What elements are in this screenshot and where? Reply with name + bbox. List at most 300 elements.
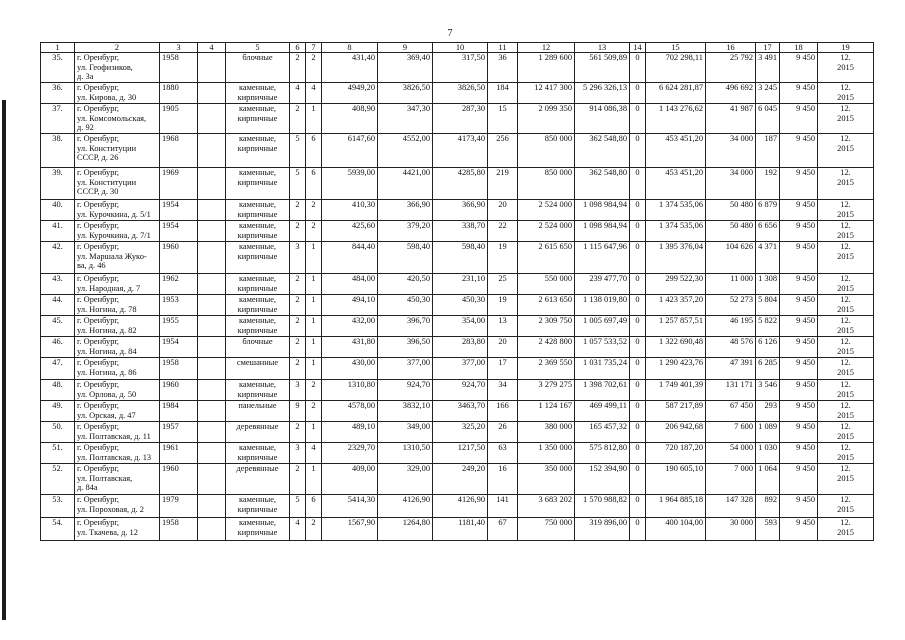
wall-material-cell: каменные, кирпичные (226, 443, 290, 464)
total-cost-cell: 12 417 300 (518, 83, 575, 104)
owners-share-cell: 7 000 (706, 464, 756, 495)
entrances-cell: 6 (306, 495, 322, 518)
floors-cell: 2 (290, 295, 306, 316)
floors-cell: 2 (290, 358, 306, 380)
wall-material-cell: каменные, кирпичные (226, 274, 290, 295)
completion-date-cell: 12. 2015 (818, 443, 874, 464)
address-cell: г. Оренбург, ул. Полтавская, д. 13 (75, 443, 160, 464)
column-header: 10 (433, 43, 488, 53)
year-built-cell: 1905 (160, 104, 198, 134)
row-number-cell: 38. (41, 134, 75, 168)
fund-share-cell: 5 296 326,13 (575, 83, 630, 104)
owners-share-cell: 50 480 (706, 200, 756, 221)
cost-limit-cell: 9 450 (780, 422, 818, 443)
table-row (41, 358, 874, 380)
total-cost-cell: 1 124 167 (518, 401, 575, 422)
empty-cell (198, 495, 226, 518)
entrances-cell: 6 (306, 134, 322, 168)
residents-cell: 22 (488, 221, 518, 242)
table-row (41, 422, 874, 443)
column-header: 4 (198, 43, 226, 53)
address-cell: г. Оренбург, ул. Полтавская, д. 84а (75, 464, 160, 495)
floors-cell: 2 (290, 53, 306, 83)
entrances-cell: 2 (306, 380, 322, 401)
address-cell: г. Оренбург, ул. Орлова, д. 50 (75, 380, 160, 401)
table-row (41, 104, 874, 134)
living-area-cell: 4126,90 (378, 495, 433, 518)
row-number-cell: 44. (41, 295, 75, 316)
wall-material-cell: каменные, кирпичные (226, 316, 290, 337)
entrances-cell: 1 (306, 337, 322, 358)
living-area-cell: 396,50 (378, 337, 433, 358)
fund-share-cell: 1 570 988,82 (575, 495, 630, 518)
zero-value-cell: 0 (630, 168, 646, 200)
row-number-cell: 50. (41, 422, 75, 443)
unit-cost-cell: 6 285 (756, 358, 780, 380)
wall-material-cell: каменные, кирпичные (226, 134, 290, 168)
total-cost-cell: 1 350 000 (518, 443, 575, 464)
unit-cost-cell: 293 (756, 401, 780, 422)
address-cell: г. Оренбург, ул. Курочкина, д. 7/1 (75, 221, 160, 242)
empty-cell (198, 295, 226, 316)
completion-date-cell: 12. 2015 (818, 295, 874, 316)
year-built-cell: 1960 (160, 242, 198, 274)
column-header: 6 (290, 43, 306, 53)
owners-share-cell: 52 273 (706, 295, 756, 316)
total-cost-cell: 550 000 (518, 274, 575, 295)
table-row (41, 53, 874, 83)
entrances-cell: 4 (306, 83, 322, 104)
total-area-cell: 431,80 (322, 337, 378, 358)
unit-cost-cell: 1 308 (756, 274, 780, 295)
row-number-cell: 43. (41, 274, 75, 295)
empty-cell (198, 221, 226, 242)
wall-material-cell: каменные, кирпичные (226, 495, 290, 518)
owners-share-cell: 496 692 (706, 83, 756, 104)
living-area-cell: 3826,50 (378, 83, 433, 104)
year-built-cell: 1968 (160, 134, 198, 168)
row-number-cell: 52. (41, 464, 75, 495)
year-built-cell: 1969 (160, 168, 198, 200)
address-cell: г. Оренбург, ул. Маршала Жуко- ва, д. 46 (75, 242, 160, 274)
total-cost-cell: 380 000 (518, 422, 575, 443)
year-built-cell: 1880 (160, 83, 198, 104)
owners-share-cell: 47 391 (706, 358, 756, 380)
address-cell: г. Оренбург, ул. Ткачева, д. 12 (75, 518, 160, 541)
empty-cell (198, 422, 226, 443)
living-area-cell: 377,00 (378, 358, 433, 380)
table-row (41, 168, 874, 200)
residential-area-cell: 317,50 (433, 53, 488, 83)
budget-share-cell: 1 964 885,18 (646, 495, 706, 518)
entrances-cell: 2 (306, 200, 322, 221)
floors-cell: 4 (290, 518, 306, 541)
fund-share-cell: 1 098 984,94 (575, 200, 630, 221)
fund-share-cell: 1 005 697,49 (575, 316, 630, 337)
zero-value-cell: 0 (630, 242, 646, 274)
wall-material-cell: каменные, кирпичные (226, 168, 290, 200)
fund-share-cell: 239 477,70 (575, 274, 630, 295)
column-header: 17 (756, 43, 780, 53)
table-row (41, 380, 874, 401)
residential-area-cell: 4173,40 (433, 134, 488, 168)
cost-limit-cell: 9 450 (780, 242, 818, 274)
column-header: 1 (41, 43, 75, 53)
budget-share-cell: 1 395 376,04 (646, 242, 706, 274)
floors-cell: 2 (290, 221, 306, 242)
entrances-cell: 1 (306, 422, 322, 443)
total-cost-cell: 1 289 600 (518, 53, 575, 83)
entrances-cell: 1 (306, 104, 322, 134)
entrances-cell: 2 (306, 518, 322, 541)
total-cost-cell: 750 000 (518, 518, 575, 541)
fund-share-cell: 1 031 735,24 (575, 358, 630, 380)
living-area-cell: 420,50 (378, 274, 433, 295)
unit-cost-cell: 593 (756, 518, 780, 541)
floors-cell: 2 (290, 337, 306, 358)
address-cell: г. Оренбург, ул. Ногина, д. 84 (75, 337, 160, 358)
address-cell: г. Оренбург, ул. Ногина, д. 82 (75, 316, 160, 337)
zero-value-cell: 0 (630, 422, 646, 443)
cost-limit-cell: 9 450 (780, 380, 818, 401)
cost-limit-cell: 9 450 (780, 295, 818, 316)
address-cell: г. Оренбург, ул. Ногина, д. 78 (75, 295, 160, 316)
floors-cell: 9 (290, 401, 306, 422)
entrances-cell: 2 (306, 401, 322, 422)
total-area-cell: 1310,80 (322, 380, 378, 401)
zero-value-cell: 0 (630, 316, 646, 337)
owners-share-cell: 25 792 (706, 53, 756, 83)
budget-share-cell: 6 624 281,87 (646, 83, 706, 104)
row-number-cell: 51. (41, 443, 75, 464)
completion-date-cell: 12. 2015 (818, 518, 874, 541)
wall-material-cell: каменные, кирпичные (226, 221, 290, 242)
empty-cell (198, 380, 226, 401)
budget-share-cell: 1 749 401,39 (646, 380, 706, 401)
table-row (41, 443, 874, 464)
fund-share-cell: 1 138 019,80 (575, 295, 630, 316)
total-cost-cell: 2 524 000 (518, 221, 575, 242)
page-number: 7 (447, 28, 453, 39)
zero-value-cell: 0 (630, 401, 646, 422)
entrances-cell: 1 (306, 316, 322, 337)
total-area-cell: 430,00 (322, 358, 378, 380)
completion-date-cell: 12. 2015 (818, 380, 874, 401)
column-header: 9 (378, 43, 433, 53)
binding-edge-rule (2, 100, 6, 620)
year-built-cell: 1953 (160, 295, 198, 316)
budget-share-cell: 453 451,20 (646, 134, 706, 168)
residents-cell: 19 (488, 242, 518, 274)
column-header: 2 (75, 43, 160, 53)
entrances-cell: 1 (306, 274, 322, 295)
completion-date-cell: 12. 2015 (818, 104, 874, 134)
zero-value-cell: 0 (630, 274, 646, 295)
row-number-cell: 48. (41, 380, 75, 401)
residential-area-cell: 338,70 (433, 221, 488, 242)
completion-date-cell: 12. 2015 (818, 358, 874, 380)
cost-limit-cell: 9 450 (780, 518, 818, 541)
completion-date-cell: 12. 2015 (818, 495, 874, 518)
residents-cell: 184 (488, 83, 518, 104)
living-area-cell: 379,20 (378, 221, 433, 242)
cost-limit-cell: 9 450 (780, 168, 818, 200)
entrances-cell: 2 (306, 53, 322, 83)
empty-cell (198, 443, 226, 464)
residential-area-cell: 3463,70 (433, 401, 488, 422)
column-number-row (41, 43, 874, 53)
cost-limit-cell: 9 450 (780, 401, 818, 422)
row-number-cell: 54. (41, 518, 75, 541)
unit-cost-cell: 1 064 (756, 464, 780, 495)
wall-material-cell: каменные, кирпичные (226, 242, 290, 274)
empty-cell (198, 464, 226, 495)
residents-cell: 16 (488, 464, 518, 495)
table-row (41, 464, 874, 495)
budget-share-cell: 400 104,00 (646, 518, 706, 541)
total-cost-cell: 2 615 650 (518, 242, 575, 274)
row-number-cell: 42. (41, 242, 75, 274)
empty-cell (198, 274, 226, 295)
living-area-cell: 598,40 (378, 242, 433, 274)
zero-value-cell: 0 (630, 134, 646, 168)
floors-cell: 4 (290, 83, 306, 104)
wall-material-cell: панельные (226, 401, 290, 422)
cost-limit-cell: 9 450 (780, 337, 818, 358)
residential-area-cell: 287,30 (433, 104, 488, 134)
total-area-cell: 484,00 (322, 274, 378, 295)
completion-date-cell: 12. 2015 (818, 242, 874, 274)
unit-cost-cell: 1 030 (756, 443, 780, 464)
year-built-cell: 1979 (160, 495, 198, 518)
residents-cell: 63 (488, 443, 518, 464)
unit-cost-cell: 3 546 (756, 380, 780, 401)
empty-cell (198, 83, 226, 104)
living-area-cell: 366,90 (378, 200, 433, 221)
residential-area-cell: 1217,50 (433, 443, 488, 464)
empty-cell (198, 518, 226, 541)
column-header: 14 (630, 43, 646, 53)
residential-area-cell: 4126,90 (433, 495, 488, 518)
cost-limit-cell: 9 450 (780, 443, 818, 464)
budget-share-cell: 1 374 535,06 (646, 200, 706, 221)
living-area-cell: 450,30 (378, 295, 433, 316)
empty-cell (198, 200, 226, 221)
entrances-cell: 1 (306, 295, 322, 316)
empty-cell (198, 242, 226, 274)
budget-share-cell: 1 423 357,20 (646, 295, 706, 316)
empty-cell (198, 134, 226, 168)
fund-share-cell: 319 896,00 (575, 518, 630, 541)
residents-cell: 34 (488, 380, 518, 401)
owners-share-cell: 46 195 (706, 316, 756, 337)
entrances-cell: 2 (306, 221, 322, 242)
residential-area-cell: 366,90 (433, 200, 488, 221)
year-built-cell: 1984 (160, 401, 198, 422)
total-cost-cell: 850 000 (518, 168, 575, 200)
total-cost-cell: 2 613 650 (518, 295, 575, 316)
completion-date-cell: 12. 2015 (818, 134, 874, 168)
floors-cell: 2 (290, 464, 306, 495)
year-built-cell: 1954 (160, 200, 198, 221)
owners-share-cell: 34 000 (706, 134, 756, 168)
zero-value-cell: 0 (630, 464, 646, 495)
year-built-cell: 1954 (160, 221, 198, 242)
fund-share-cell: 1 398 702,61 (575, 380, 630, 401)
completion-date-cell: 12. 2015 (818, 464, 874, 495)
residents-cell: 20 (488, 337, 518, 358)
cost-limit-cell: 9 450 (780, 495, 818, 518)
owners-share-cell: 30 000 (706, 518, 756, 541)
fund-share-cell: 165 457,32 (575, 422, 630, 443)
cost-limit-cell: 9 450 (780, 464, 818, 495)
entrances-cell: 1 (306, 464, 322, 495)
living-area-cell: 329,00 (378, 464, 433, 495)
cost-limit-cell: 9 450 (780, 316, 818, 337)
floors-cell: 5 (290, 168, 306, 200)
floors-cell: 3 (290, 242, 306, 274)
column-header: 3 (160, 43, 198, 53)
total-area-cell: 425,60 (322, 221, 378, 242)
owners-share-cell: 131 171 (706, 380, 756, 401)
table-row (41, 337, 874, 358)
year-built-cell: 1960 (160, 464, 198, 495)
zero-value-cell: 0 (630, 104, 646, 134)
living-area-cell: 396,70 (378, 316, 433, 337)
column-header: 11 (488, 43, 518, 53)
cost-limit-cell: 9 450 (780, 83, 818, 104)
owners-share-cell: 50 480 (706, 221, 756, 242)
owners-share-cell: 147 328 (706, 495, 756, 518)
residential-area-cell: 4285,80 (433, 168, 488, 200)
living-area-cell: 4421,00 (378, 168, 433, 200)
address-cell: г. Оренбург, ул. Кирова, д. 30 (75, 83, 160, 104)
total-area-cell: 432,00 (322, 316, 378, 337)
fund-share-cell: 1 057 533,52 (575, 337, 630, 358)
unit-cost-cell: 5 804 (756, 295, 780, 316)
unit-cost-cell: 892 (756, 495, 780, 518)
total-area-cell: 4949,20 (322, 83, 378, 104)
address-cell: г. Оренбург, ул. Конституции СССР, д. 30 (75, 168, 160, 200)
floors-cell: 2 (290, 316, 306, 337)
total-cost-cell: 2 524 000 (518, 200, 575, 221)
row-number-cell: 47. (41, 358, 75, 380)
total-area-cell: 1567,90 (322, 518, 378, 541)
owners-share-cell: 34 000 (706, 168, 756, 200)
entrances-cell: 1 (306, 358, 322, 380)
budget-share-cell: 702 298,11 (646, 53, 706, 83)
address-cell: г. Оренбург, ул. Народная, д. 7 (75, 274, 160, 295)
year-built-cell: 1955 (160, 316, 198, 337)
table-row (41, 316, 874, 337)
owners-share-cell: 67 450 (706, 401, 756, 422)
year-built-cell: 1962 (160, 274, 198, 295)
cost-limit-cell: 9 450 (780, 358, 818, 380)
floors-cell: 2 (290, 274, 306, 295)
wall-material-cell: блочные (226, 53, 290, 83)
year-built-cell: 1958 (160, 358, 198, 380)
zero-value-cell: 0 (630, 358, 646, 380)
residents-cell: 15 (488, 104, 518, 134)
residents-cell: 17 (488, 358, 518, 380)
row-number-cell: 53. (41, 495, 75, 518)
table-row (41, 134, 874, 168)
fund-share-cell: 1 115 647,96 (575, 242, 630, 274)
budget-share-cell: 453 451,20 (646, 168, 706, 200)
residential-area-cell: 283,80 (433, 337, 488, 358)
column-header: 5 (226, 43, 290, 53)
budget-share-cell: 1 257 857,51 (646, 316, 706, 337)
total-cost-cell: 350 000 (518, 464, 575, 495)
entrances-cell: 6 (306, 168, 322, 200)
empty-cell (198, 337, 226, 358)
cost-limit-cell: 9 450 (780, 221, 818, 242)
fund-share-cell: 914 086,38 (575, 104, 630, 134)
residents-cell: 256 (488, 134, 518, 168)
residents-cell: 19 (488, 295, 518, 316)
zero-value-cell: 0 (630, 495, 646, 518)
unit-cost-cell: 5 822 (756, 316, 780, 337)
completion-date-cell: 12. 2015 (818, 221, 874, 242)
year-built-cell: 1954 (160, 337, 198, 358)
budget-share-cell: 1 322 690,48 (646, 337, 706, 358)
owners-share-cell: 11 000 (706, 274, 756, 295)
total-area-cell: 5414,30 (322, 495, 378, 518)
completion-date-cell: 12. 2015 (818, 422, 874, 443)
table-row (41, 495, 874, 518)
column-header: 7 (306, 43, 322, 53)
living-area-cell: 3832,10 (378, 401, 433, 422)
fund-share-cell: 152 394,90 (575, 464, 630, 495)
total-area-cell: 431,40 (322, 53, 378, 83)
residential-area-cell: 231,10 (433, 274, 488, 295)
living-area-cell: 924,70 (378, 380, 433, 401)
address-cell: г. Оренбург, ул. Полтавская, д. 11 (75, 422, 160, 443)
wall-material-cell: каменные, кирпичные (226, 83, 290, 104)
residents-cell: 20 (488, 200, 518, 221)
address-cell: г. Оренбург, ул. Орская, д. 47 (75, 401, 160, 422)
living-area-cell: 369,40 (378, 53, 433, 83)
zero-value-cell: 0 (630, 295, 646, 316)
unit-cost-cell: 6 879 (756, 200, 780, 221)
row-number-cell: 45. (41, 316, 75, 337)
empty-cell (198, 168, 226, 200)
fund-share-cell: 561 509,89 (575, 53, 630, 83)
unit-cost-cell: 6 656 (756, 221, 780, 242)
row-number-cell: 37. (41, 104, 75, 134)
zero-value-cell: 0 (630, 380, 646, 401)
fund-share-cell: 575 812,80 (575, 443, 630, 464)
wall-material-cell: каменные, кирпичные (226, 518, 290, 541)
year-built-cell: 1958 (160, 518, 198, 541)
zero-value-cell: 0 (630, 53, 646, 83)
floors-cell: 2 (290, 200, 306, 221)
row-number-cell: 39. (41, 168, 75, 200)
unit-cost-cell: 6 045 (756, 104, 780, 134)
row-number-cell: 46. (41, 337, 75, 358)
residential-area-cell: 450,30 (433, 295, 488, 316)
cost-limit-cell: 9 450 (780, 104, 818, 134)
wall-material-cell: каменные, кирпичные (226, 200, 290, 221)
unit-cost-cell: 192 (756, 168, 780, 200)
year-built-cell: 1961 (160, 443, 198, 464)
table-body (41, 43, 874, 541)
residential-area-cell: 354,00 (433, 316, 488, 337)
column-header: 12 (518, 43, 575, 53)
column-header: 16 (706, 43, 756, 53)
floors-cell: 5 (290, 495, 306, 518)
living-area-cell: 1264,80 (378, 518, 433, 541)
